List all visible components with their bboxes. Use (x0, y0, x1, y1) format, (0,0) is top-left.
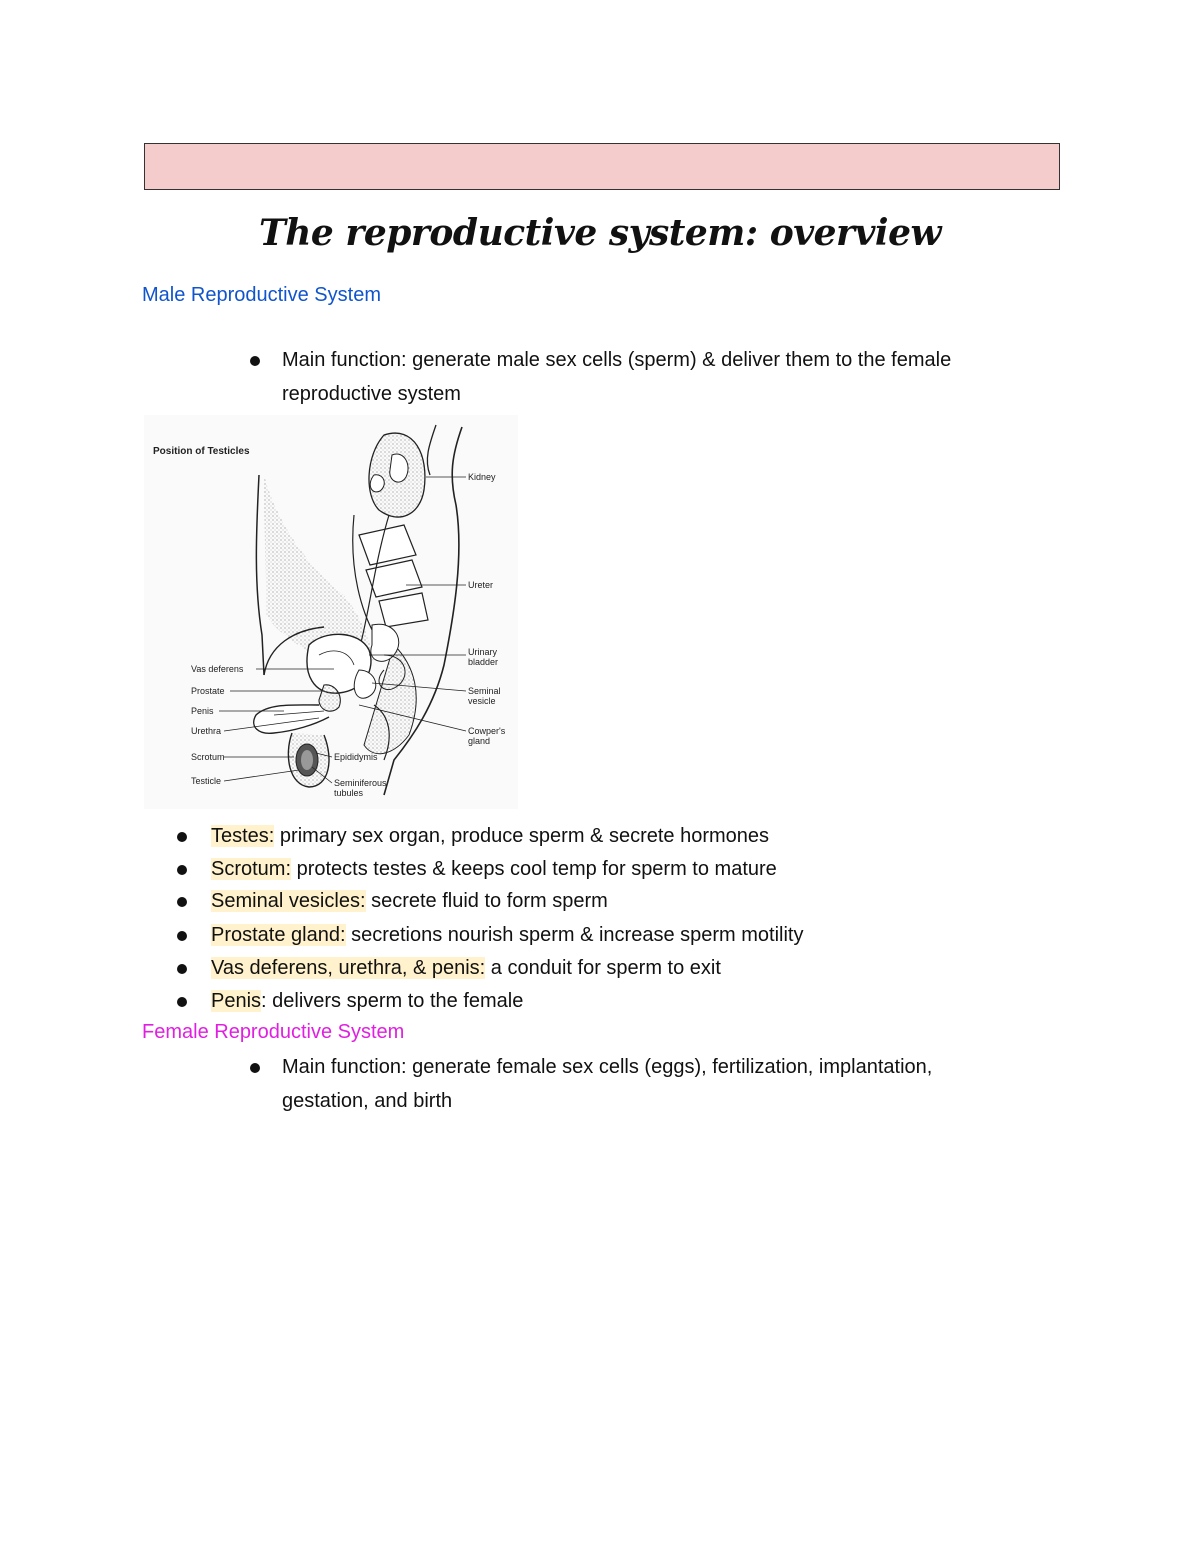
label-seminiferous-2: tubules (334, 788, 364, 798)
label-prostate: Prostate (191, 686, 225, 696)
label-cowpers-gland-2: gland (468, 736, 491, 746)
label-urethra: Urethra (191, 726, 222, 736)
label-urinary-bladder-1: Urinary (468, 647, 498, 657)
bullet-icon (177, 897, 187, 907)
term-highlight: Scrotum: (211, 858, 292, 880)
term-highlight: Testes: (211, 825, 275, 847)
bullet-icon (250, 1063, 260, 1073)
male-main-function (282, 343, 1042, 411)
item-description: a conduit for sperm to exit (485, 957, 721, 979)
label-ureter: Ureter (468, 580, 494, 590)
label-cowpers-gland-1: Cowper's (468, 726, 506, 736)
page-title: The reproductive system: overview (258, 212, 942, 254)
list-item (211, 918, 1111, 952)
label-scrotum: Scrotum (191, 752, 225, 762)
bullet-icon (177, 832, 187, 842)
bullet-icon (177, 997, 187, 1007)
bullet-icon (250, 356, 260, 366)
item-description: primary sex organ, produce sperm & secrete hormones (274, 825, 770, 847)
item-description: : delivers sperm to the female (261, 990, 524, 1012)
bullet-icon (177, 964, 187, 974)
male-section-heading: Male Reproductive System (142, 284, 381, 306)
item-description: secrete fluid to form sperm (365, 890, 608, 912)
female-section-heading: Female Reproductive System (142, 1021, 405, 1043)
list-item (211, 852, 1111, 886)
bullet-icon (177, 865, 187, 875)
anatomy-diagram (144, 415, 518, 809)
label-urinary-bladder-2: bladder (468, 657, 499, 667)
term-highlight: Penis (211, 990, 262, 1012)
term-highlight: Prostate gland: (211, 924, 346, 946)
item-description: secretions nourish sperm & increase sperm motility (345, 924, 804, 946)
label-seminiferous-1: Seminiferous (334, 778, 387, 788)
female-main-function-line2: gestation, and birth (282, 1090, 453, 1112)
term-highlight: Vas deferens, urethra, & penis: (211, 957, 486, 979)
label-seminal-vesicle-1: Seminal (468, 686, 501, 696)
male-anatomy-figure (144, 415, 518, 809)
female-main-function-line1: Main function: generate female sex cells (eggs), fertilization, implantation, (282, 1056, 933, 1078)
male-main-function-line1: Main function: generate male sex cells (sperm) & deliver them to the female (282, 349, 952, 371)
label-epididymis: Epididymis (334, 752, 378, 762)
list-item (211, 819, 1111, 853)
item-description: protects testes & keeps cool temp for sperm to mature (291, 858, 777, 880)
female-main-function (282, 1050, 1042, 1118)
list-item (211, 984, 1111, 1018)
label-seminal-vesicle-2: vesicle (468, 696, 496, 706)
bullet-icon (177, 931, 187, 941)
label-vas-deferens: Vas deferens (191, 664, 244, 674)
list-item (211, 884, 1111, 918)
label-penis: Penis (191, 706, 214, 716)
figure-title: Position of Testicles (153, 446, 250, 457)
header-banner (144, 143, 1060, 190)
male-main-function-line2: reproductive system (282, 383, 461, 405)
label-kidney: Kidney (468, 472, 496, 482)
label-testicle: Testicle (191, 776, 222, 786)
term-highlight: Seminal vesicles: (211, 890, 366, 912)
list-item (211, 951, 1111, 985)
